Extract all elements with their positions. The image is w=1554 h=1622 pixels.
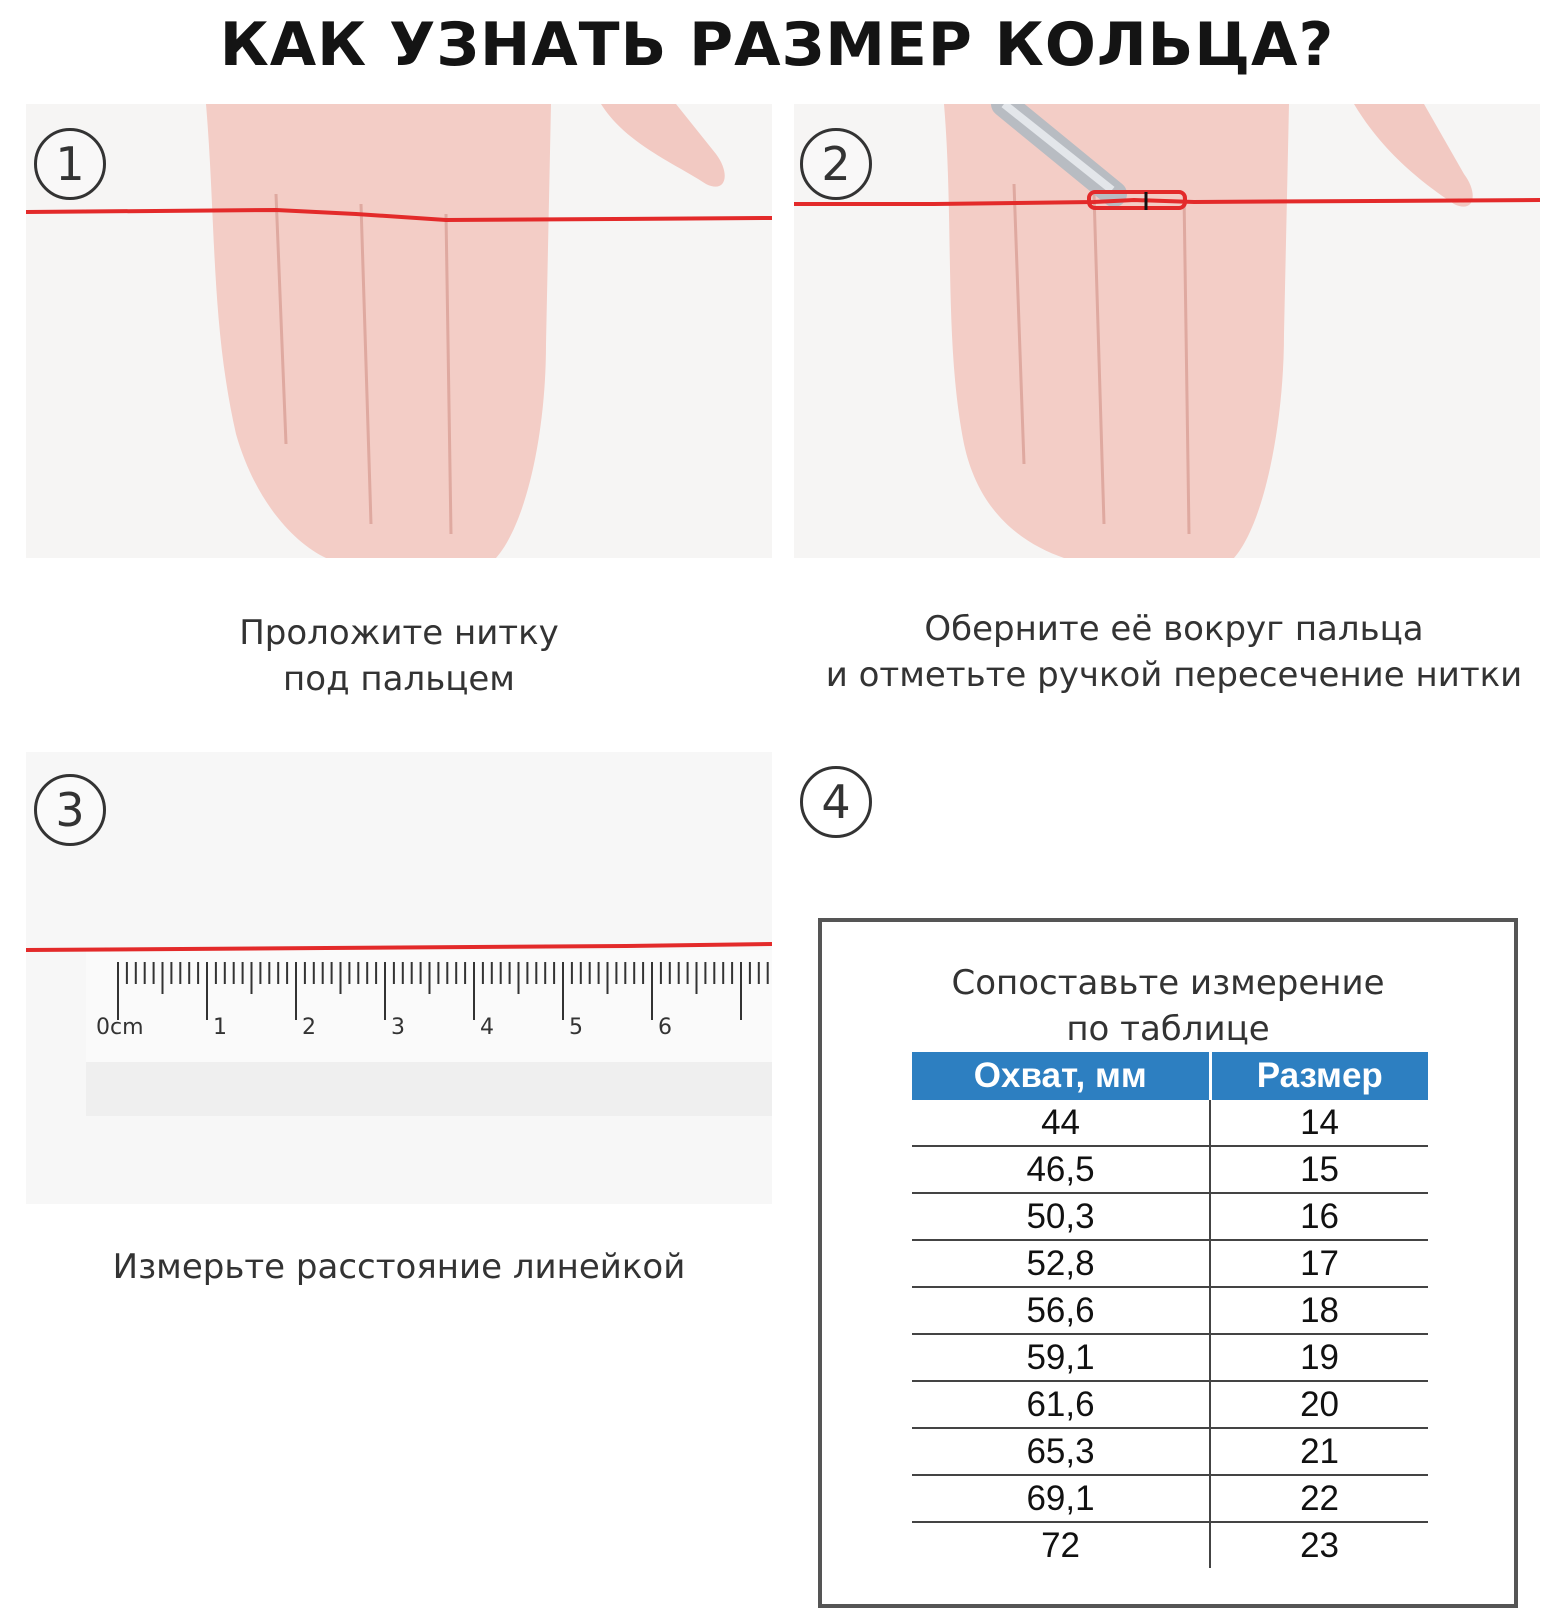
step-4-number: 4 bbox=[800, 766, 872, 838]
page-title: КАК УЗНАТЬ РАЗМЕР КОЛЬЦА? bbox=[219, 10, 1335, 80]
ruler-label: 4 bbox=[480, 1015, 494, 1040]
girth-cell: 56,6 bbox=[912, 1287, 1210, 1334]
table-row bbox=[912, 1100, 1428, 1146]
size-cell: 19 bbox=[1210, 1334, 1428, 1381]
size-cell: 18 bbox=[1210, 1287, 1428, 1334]
size-cell: 15 bbox=[1210, 1146, 1428, 1193]
size-cell: 17 bbox=[1210, 1240, 1428, 1287]
size-cell: 23 bbox=[1210, 1522, 1428, 1568]
step-3-caption-line-1: Измерьте расстояние линейкой bbox=[112, 1247, 686, 1287]
girth-cell: 52,8 bbox=[912, 1240, 1210, 1287]
girth-cell: 69,1 bbox=[912, 1475, 1210, 1522]
header-size: Размер bbox=[1210, 1052, 1428, 1100]
table-row bbox=[912, 1522, 1428, 1568]
girth-cell: 59,1 bbox=[912, 1334, 1210, 1381]
girth-cell: 61,6 bbox=[912, 1381, 1210, 1428]
step-1-number: 1 bbox=[34, 128, 106, 200]
ruler-label: 0cm bbox=[96, 1015, 144, 1040]
step-2-caption-line-1: Оберните её вокруг пальца bbox=[924, 609, 1424, 649]
size-table-box bbox=[818, 918, 1518, 1608]
ruler-label: 6 bbox=[658, 1015, 672, 1040]
step-1-caption-line-1: Проложите нитку bbox=[239, 613, 559, 653]
step-2-caption-line-2: и отметьте ручкой пересечение нитки bbox=[825, 655, 1523, 695]
ruler-label: 2 bbox=[302, 1015, 316, 1040]
step-3-photo bbox=[26, 752, 772, 1204]
girth-cell: 65,3 bbox=[912, 1428, 1210, 1475]
size-table-title-line-1: Сопоставьте измерение bbox=[951, 963, 1385, 1003]
header-girth: Охват, мм bbox=[912, 1052, 1210, 1100]
step-2-number: 2 bbox=[800, 128, 872, 200]
size-table-title-line-2: по таблице bbox=[1066, 1009, 1270, 1049]
step-1-caption bbox=[26, 610, 772, 702]
table-row bbox=[912, 1240, 1428, 1287]
size-cell: 21 bbox=[1210, 1428, 1428, 1475]
step-1-caption-line-2: под пальцем bbox=[283, 659, 515, 699]
size-cell: 16 bbox=[1210, 1193, 1428, 1240]
table-row bbox=[912, 1287, 1428, 1334]
size-cell: 14 bbox=[1210, 1100, 1428, 1146]
size-cell: 22 bbox=[1210, 1475, 1428, 1522]
girth-cell: 72 bbox=[1041, 1525, 1080, 1565]
table-row bbox=[912, 1381, 1428, 1428]
size-table-header-row bbox=[912, 1052, 1428, 1100]
girth-cell: 46,5 bbox=[912, 1146, 1210, 1193]
size-cell: 20 bbox=[1210, 1381, 1428, 1428]
table-row bbox=[912, 1193, 1428, 1240]
step-1-photo bbox=[26, 104, 772, 558]
step-2-caption bbox=[794, 606, 1554, 698]
table-row bbox=[912, 1334, 1428, 1381]
table-row bbox=[912, 1475, 1428, 1522]
step-3-number: 3 bbox=[34, 774, 106, 846]
step-2-photo bbox=[794, 104, 1540, 558]
ruler-label: 1 bbox=[213, 1015, 227, 1040]
girth-cell: 44 bbox=[912, 1100, 1210, 1146]
girth-cell: 50,3 bbox=[912, 1193, 1210, 1240]
ruler-label: 3 bbox=[391, 1015, 405, 1040]
size-table-title bbox=[822, 960, 1514, 1052]
table-row bbox=[912, 1428, 1428, 1475]
step-3-caption bbox=[26, 1244, 772, 1290]
ruler-label: 5 bbox=[569, 1015, 583, 1040]
table-row bbox=[912, 1146, 1428, 1193]
size-table bbox=[912, 1052, 1428, 1568]
